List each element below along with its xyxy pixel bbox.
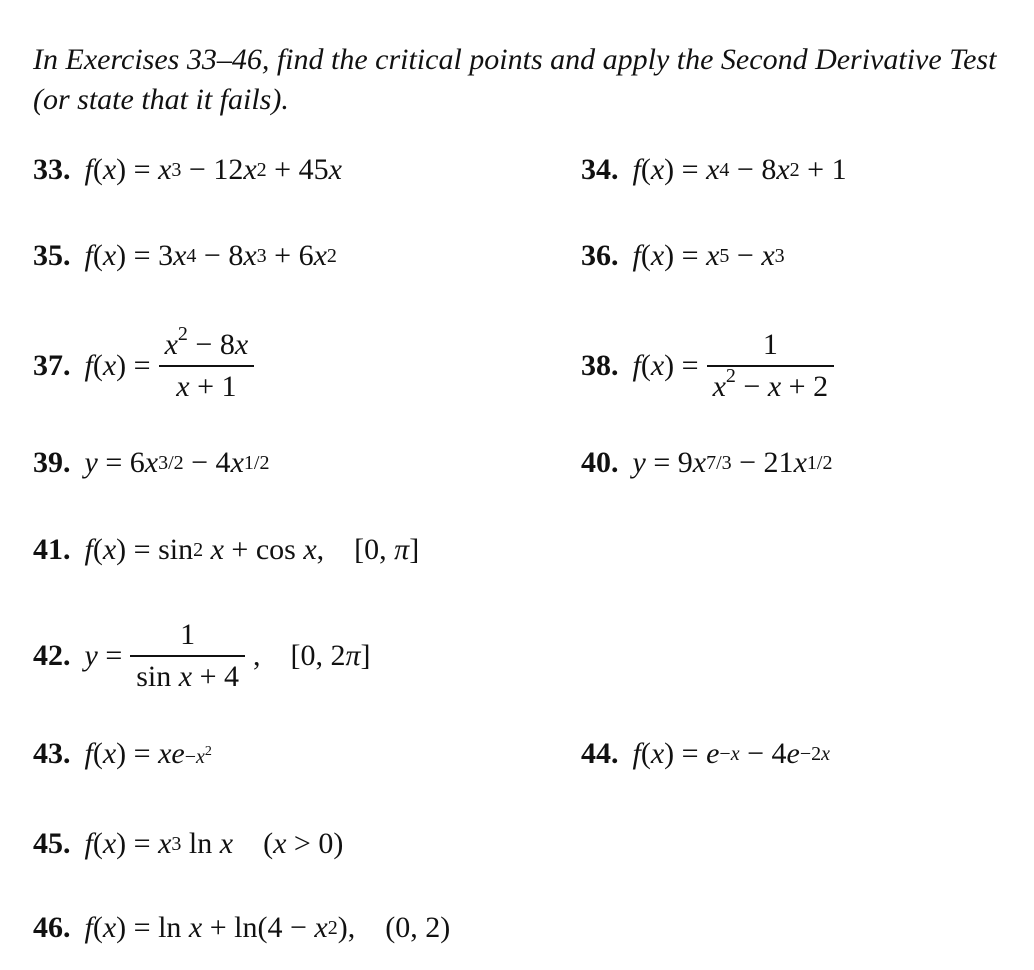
exercise-41 <box>33 532 419 568</box>
exercise-42 <box>33 617 371 695</box>
exercise-40 <box>581 445 832 481</box>
exercise-number: 36. <box>581 239 619 272</box>
exercise-number: 45. <box>33 827 71 860</box>
exercise-formula: f ( x ) = x 3 − 12 x 2 + 45 x <box>84 153 342 186</box>
exercise-45 <box>33 826 343 862</box>
exercise-formula: f ( x ) = xe $-x^2$ <box>84 737 212 770</box>
exercise-number: 37. <box>33 349 71 382</box>
exercise-35 <box>33 238 337 274</box>
exercise-number: 42. <box>33 639 71 672</box>
exercise-formula: y = 6 x 3/2 − 4 x 1/2 <box>84 446 270 479</box>
exercise-46 <box>33 910 450 946</box>
exercise-37 <box>33 323 262 405</box>
exercise-formula: f ( x ) = $\frac{1}{x^2 - x + 2}$ <box>633 327 843 405</box>
exercise-formula: f ( x ) = e −x − 4 e −2x <box>632 737 831 770</box>
exercise-number: 44. <box>581 737 619 770</box>
exercise-number: 41. <box>33 533 71 566</box>
exercise-number: 38. <box>581 349 619 382</box>
exercise-formula: y = $\frac{1}{\text{sin x + 4}}$ , [0, 2 π ] <box>84 618 371 693</box>
exercise-formula: f ( x ) = ln x + ln(4 − x 2 ), (0, 2) <box>84 911 451 944</box>
fraction: $\frac{1}{x^2 - x + 2}$ <box>707 327 835 405</box>
exercise-number: 46. <box>33 911 71 944</box>
exercise-number: 40. <box>581 446 619 479</box>
exercise-36 <box>581 238 785 274</box>
exercise-34 <box>581 152 847 188</box>
exercise-instructions: In Exercises 33–46, find the critical points and apply the Second Derivative Test (or state that it fails). <box>33 43 997 116</box>
exercise-number: 34. <box>581 153 619 186</box>
exercise-33 <box>33 152 342 188</box>
exercise-number: 35. <box>33 239 71 272</box>
exercise-43 <box>33 736 212 772</box>
exercise-formula: f ( x ) = x 4 − 8 x 2 + 1 <box>632 153 847 186</box>
exercise-formula: y = 9 x 7/3 − 21 x 1/2 <box>632 446 833 479</box>
exercise-formula: f ( x ) = $\frac{x^2 - 8x}{x + 1}$ <box>85 327 263 405</box>
exercise-number: 39. <box>33 446 71 479</box>
exercise-formula: f ( x ) = x 5 − x 3 <box>632 239 785 272</box>
exercise-formula: f ( x ) = x 3 ln x ( x > 0) <box>84 827 344 860</box>
exercise-number: 33. <box>33 153 71 186</box>
fraction: $\frac{x^2 - 8x}{x + 1}$ <box>159 327 255 405</box>
exercise-39 <box>33 445 269 481</box>
fraction: $\frac{1}{\text{sin x + 4}}$ <box>130 617 245 695</box>
exercise-38 <box>581 327 842 405</box>
exercise-formula: f ( x ) = sin 2 x + cos x , [0, π ] <box>84 533 420 566</box>
exercise-formula: f ( x ) = 3 x 4 − 8 x 3 + 6 x 2 <box>84 239 337 272</box>
exercise-44 <box>581 736 830 772</box>
exercise-number: 43. <box>33 737 71 770</box>
